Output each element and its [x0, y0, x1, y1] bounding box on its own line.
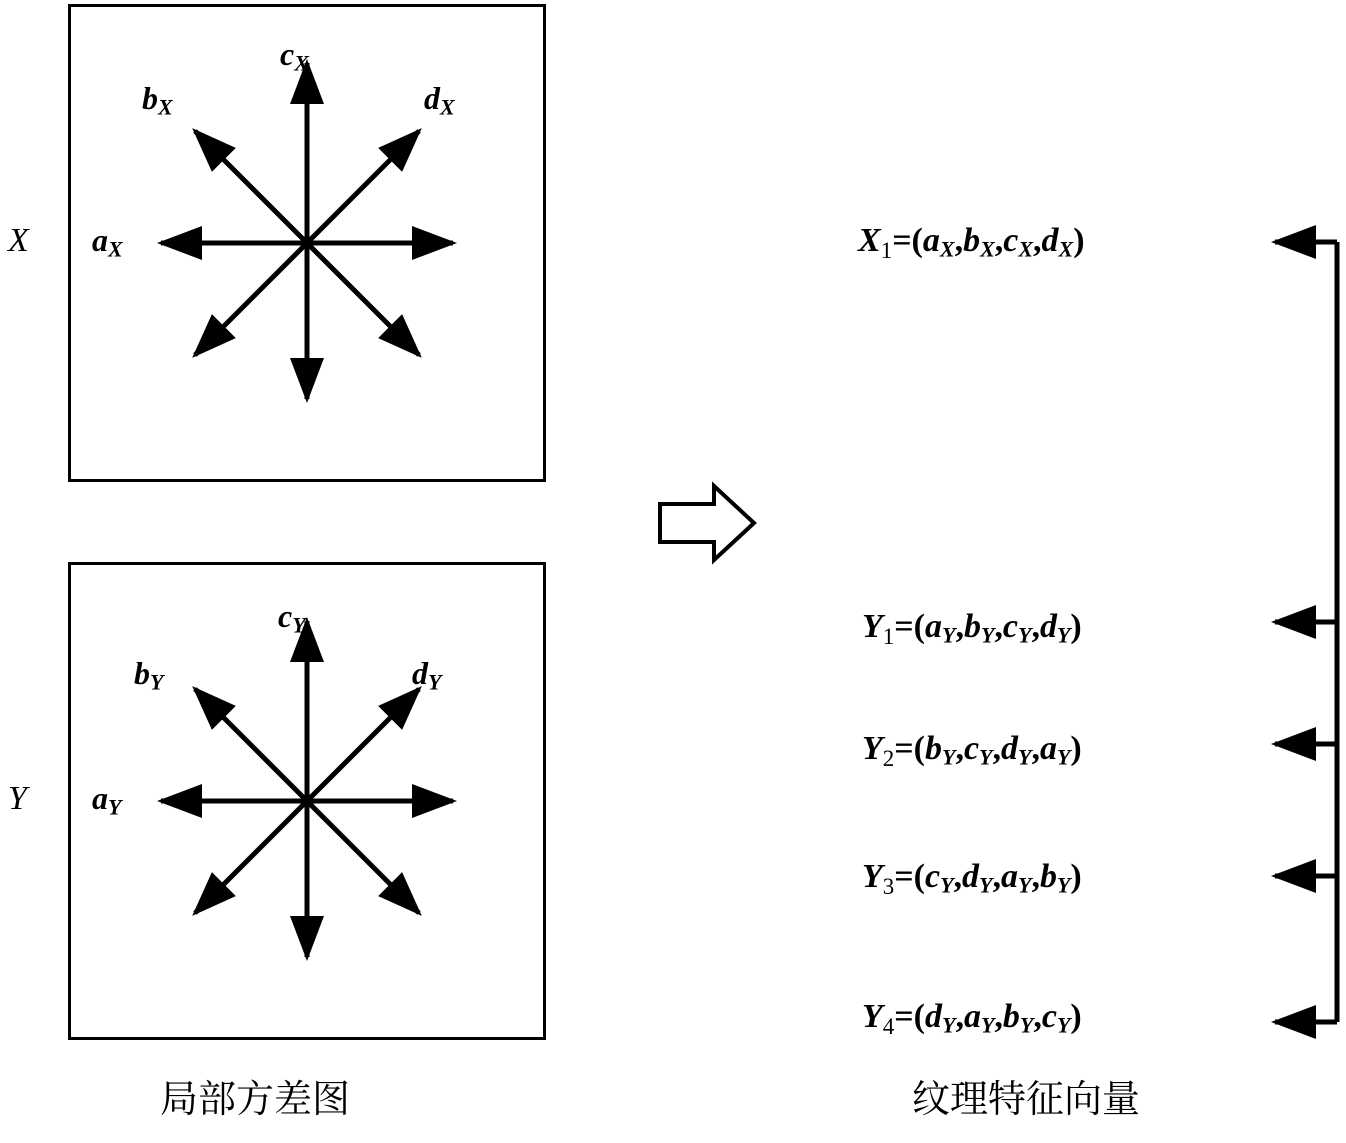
panel-label-y: Y: [8, 780, 27, 817]
arrow-label-b-x: $b_X$: [142, 80, 173, 120]
caption-left: 局部方差图: [160, 1077, 351, 1121]
arrow-label-a-y: $a_Y$: [92, 780, 122, 820]
arrow-label-b-y: $b_Y$: [134, 655, 164, 695]
arrow-label-d-y: $d_Y$: [412, 655, 442, 695]
formula-y1: $Y_1=(aY,bY,cY,dY)$: [862, 608, 1082, 649]
arrow-label-c-x: $c_X$: [280, 36, 309, 76]
flow-arrow-icon: [652, 478, 762, 568]
feedback-bracket: [1255, 222, 1346, 1042]
formula-x1: $X_1=(aX,bX,cX,dX)$: [858, 222, 1085, 263]
formula-y4: $Y_4=(dY,aY,bY,cY)$: [862, 998, 1082, 1039]
arrow-label-d-x: $d_X$: [424, 80, 455, 120]
direction-star-x: [71, 7, 543, 479]
panel-label-x: X: [8, 222, 29, 259]
formula-y2: $Y_2=(bY,cY,dY,aY)$: [862, 730, 1082, 771]
caption-right: 纹理特征向量: [912, 1077, 1141, 1121]
variance-map-panel-y: [68, 562, 546, 1040]
arrow-label-c-y: $c_Y$: [278, 598, 306, 638]
arrow-label-a-x: $a_X$: [92, 222, 123, 262]
direction-star-y: [71, 565, 543, 1037]
formula-y3: $Y_3=(cY,dY,aY,bY)$: [862, 858, 1082, 899]
